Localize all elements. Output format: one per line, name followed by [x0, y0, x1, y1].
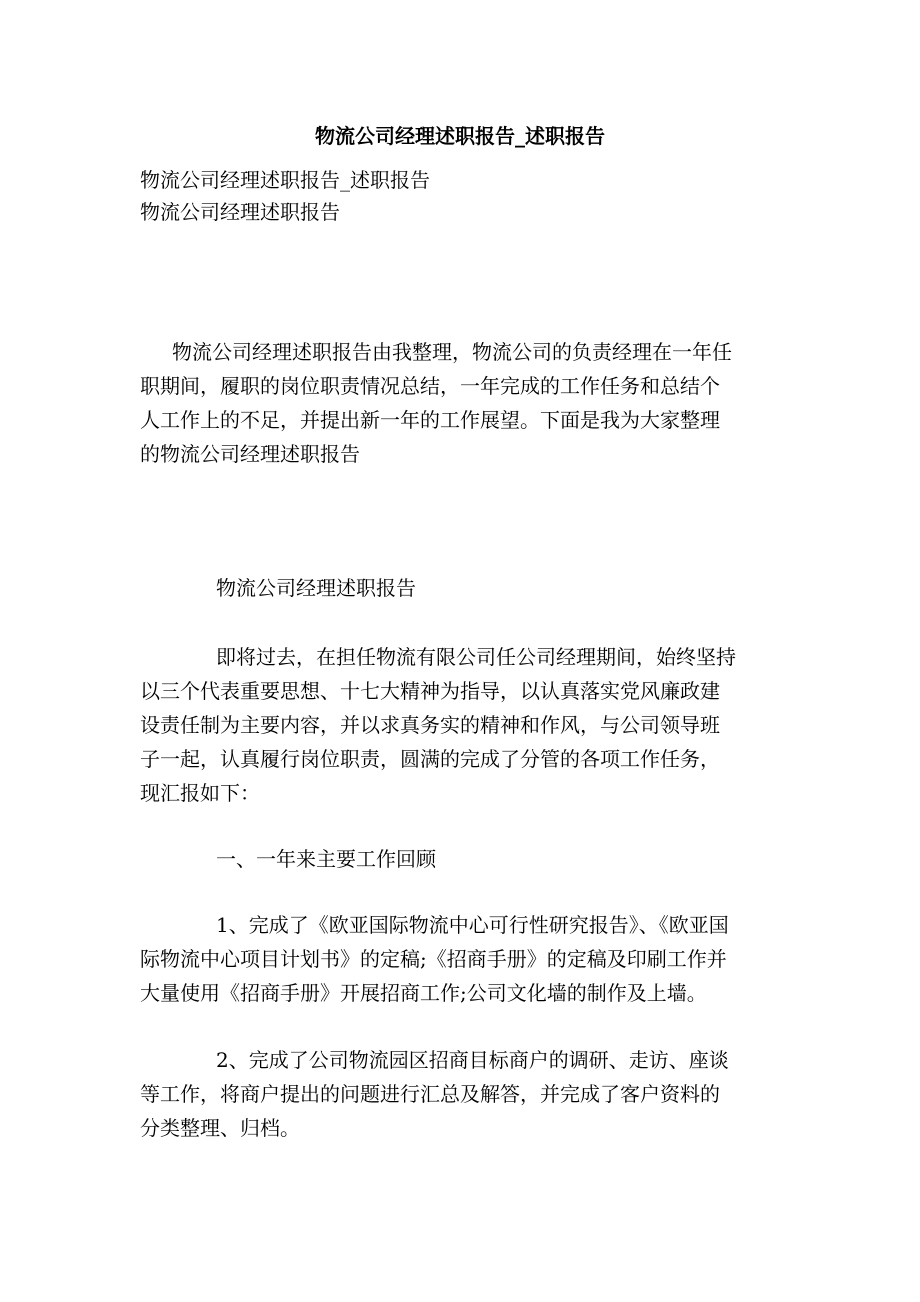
body-line: 子一起，认真履行岗位职责，圆满的完成了分管的各项工作任务，: [140, 747, 720, 771]
body-line: 现汇报如下：: [140, 781, 260, 805]
item-2-line: 分类整理、归档。: [140, 1116, 300, 1140]
section-title: 物流公司经理述职报告: [216, 576, 416, 600]
item-2-paragraph: [140, 1043, 784, 1145]
intro-line: 职期间，履职的岗位职责情况总结，一年完成的工作任务和总结个: [140, 374, 720, 398]
item-1-line: 大量使用《招商手册》开展招商工作;公司文化墙的制作及上墙。: [140, 981, 707, 1005]
item-2-line: 2、完成了公司物流园区招商目标商户的调研、走访、座谈: [216, 1048, 729, 1072]
body-paragraph: [140, 640, 784, 810]
section-heading-1: 一、一年来主要工作回顾: [216, 847, 436, 871]
intro-line: 人工作上的不足，并提出新一年的工作展望。下面是我为大家整理: [140, 408, 720, 432]
subtitle-line-2: 物流公司经理述职报告: [140, 200, 340, 224]
intro-line: 的物流公司经理述职报告: [140, 442, 360, 466]
intro-line: 物流公司经理述职报告由我整理，物流公司的负责经理在一年任: [172, 340, 732, 364]
item-1-line: 1、完成了《欧亚国际物流中心可行性研究报告》、《欧亚国: [216, 913, 729, 937]
item-1-line: 际物流中心项目计划书》的定稿;《招商手册》的定稿及印刷工作并: [140, 947, 727, 971]
item-2-line: 等工作，将商户提出的问题进行汇总及解答，并完成了客户资料的: [140, 1082, 720, 1106]
document-title: 物流公司经理述职报告_述职报告: [315, 124, 605, 148]
item-1-paragraph: [140, 908, 784, 1010]
body-line: 以三个代表重要思想、十七大精神为指导，以认真落实党风廉政建: [140, 679, 720, 703]
body-line: 即将过去，在担任物流有限公司任公司经理期间，始终坚持: [216, 645, 736, 669]
intro-paragraph: [140, 335, 784, 471]
body-line: 设责任制为主要内容，并以求真务实的精神和作风，与公司领导班: [140, 713, 720, 737]
subtitle-line-1: 物流公司经理述职报告_述职报告: [140, 168, 430, 192]
